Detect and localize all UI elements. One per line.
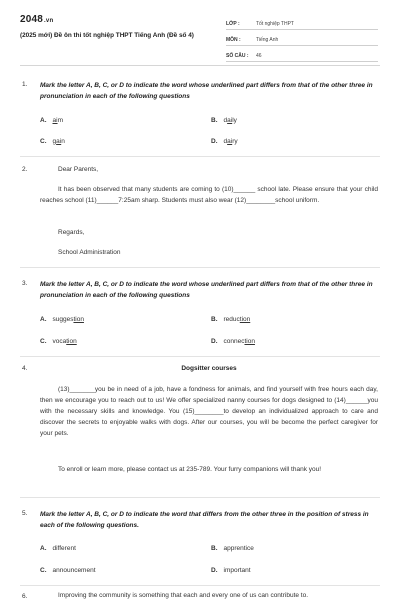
option-letter: B.	[211, 545, 218, 552]
option-b[interactable]	[211, 316, 250, 323]
option-c[interactable]	[40, 338, 77, 345]
passage-paragraph: (13)_______you be in need of a job, have a fondness for animals, and find yourself with free hours each day, then we encourage you to reach out to us! We offer specialized nanny courses for dogs designed to (14)______you with the necessary skills and knowledge. You (15)________to develop an individualized approach to care and discover the secrets to enjoyable walks with dogs. After our courses, you will be become the perfect caregiver for your pets.	[40, 386, 378, 437]
option-text: voca	[52, 338, 67, 345]
option-text: n	[61, 138, 65, 145]
option-text: d	[223, 117, 228, 124]
option-text: sugges	[52, 316, 74, 323]
exam-meta	[226, 16, 378, 62]
question-number: 4.	[22, 365, 28, 372]
question-number: 3.	[22, 280, 28, 287]
option-text: reduc	[223, 316, 240, 323]
question-number: 1.	[22, 81, 28, 88]
meta-value: 46	[256, 53, 262, 59]
option-letter: C.	[40, 567, 47, 574]
meta-row-count	[226, 48, 378, 62]
option-underlined: ai	[227, 117, 233, 124]
option-underlined: tion	[244, 338, 255, 345]
passage-title: Dogsitter courses	[181, 365, 237, 372]
option-b[interactable]	[211, 545, 254, 552]
option-underlined: tion	[239, 316, 251, 323]
option-text: ly	[232, 117, 237, 124]
option-underlined: tion	[73, 316, 84, 323]
question-divider	[20, 356, 380, 357]
exam-title: (2025 mới) Đề ôn thi tốt nghiệp THPT Tiếng Anh (Đề số 4)	[20, 32, 194, 39]
option-text: ry	[232, 138, 238, 145]
meta-label: SỐ CÂU :	[226, 53, 249, 59]
letter-closing: Regards,	[58, 229, 85, 236]
option-text: connec	[223, 338, 245, 345]
question-divider	[20, 585, 380, 586]
option-letter: C.	[40, 138, 47, 145]
option-letter: C.	[40, 338, 47, 345]
meta-label: LỚP :	[226, 21, 240, 27]
site-logo[interactable]	[20, 14, 53, 25]
question-instruction: Mark the letter A, B, C, or D to indicate the word that differs from the other three in the position of stress in each of the following questions.	[40, 511, 369, 529]
option-a[interactable]	[40, 316, 84, 323]
option-text: g	[52, 138, 57, 145]
question-number: 6.	[22, 593, 28, 600]
question-divider	[20, 267, 380, 268]
option-d[interactable]	[211, 138, 238, 145]
question-number: 2.	[22, 166, 28, 173]
option-letter: A.	[40, 545, 47, 552]
option-underlined: ai	[227, 138, 233, 145]
option-a[interactable]	[40, 545, 76, 552]
letter-signature: School Administration	[58, 249, 121, 256]
question-instruction: Mark the letter A, B, C, or D to indicate the word whose underlined part differs from that of the other three in pronunciation in each of the following questions	[40, 281, 373, 299]
meta-value: Tốt nghiệp THPT	[256, 21, 294, 27]
option-d[interactable]	[211, 567, 251, 574]
option-a[interactable]	[40, 117, 63, 124]
option-letter: B.	[211, 117, 218, 124]
option-letter: A.	[40, 117, 47, 124]
option-underlined: tion	[66, 338, 77, 345]
option-underlined: ai	[56, 138, 62, 145]
option-text: different	[52, 545, 76, 552]
option-text: important	[223, 567, 251, 574]
question-divider	[20, 156, 380, 157]
option-letter: D.	[211, 338, 218, 345]
meta-label: MÔN :	[226, 37, 241, 43]
header-divider	[20, 65, 380, 66]
question-divider	[20, 497, 380, 498]
option-letter: D.	[211, 138, 218, 145]
option-d[interactable]	[211, 338, 255, 345]
option-text: announcement	[52, 567, 96, 574]
option-letter: B.	[211, 316, 218, 323]
option-letter: A.	[40, 316, 47, 323]
meta-value: Tiếng Anh	[256, 37, 279, 43]
question-number: 5.	[22, 510, 28, 517]
question-instruction: Mark the letter A, B, C, or D to indicate the word whose underlined part differs from that of the other three in pronunciation in each of the following questions	[40, 82, 373, 100]
letter-body: It has been observed that many students are coming to (10)______ school late. Please ensure that your child reaches school (11)______7:25am sharp. Students must also wear (12)________school uniform.	[40, 186, 378, 204]
passage-text: Improving the community is something that each and every one of us can contribute to.	[58, 592, 309, 599]
option-b[interactable]	[211, 117, 237, 124]
option-underlined: ai	[52, 117, 58, 124]
option-text: apprentice	[223, 545, 254, 552]
option-c[interactable]	[40, 567, 96, 574]
logo-text: 2048	[20, 14, 44, 25]
passage-paragraph: To enroll or learn more, please contact us at 235-789. Your furry companions will thank you!	[58, 466, 322, 473]
letter-greeting: Dear Parents,	[58, 166, 99, 173]
option-letter: D.	[211, 567, 218, 574]
option-text: m	[57, 117, 63, 124]
meta-row-class	[226, 16, 378, 30]
option-text: d	[223, 138, 228, 145]
option-c[interactable]	[40, 138, 65, 145]
meta-row-subject	[226, 32, 378, 46]
logo-suffix: .vn	[44, 18, 54, 24]
